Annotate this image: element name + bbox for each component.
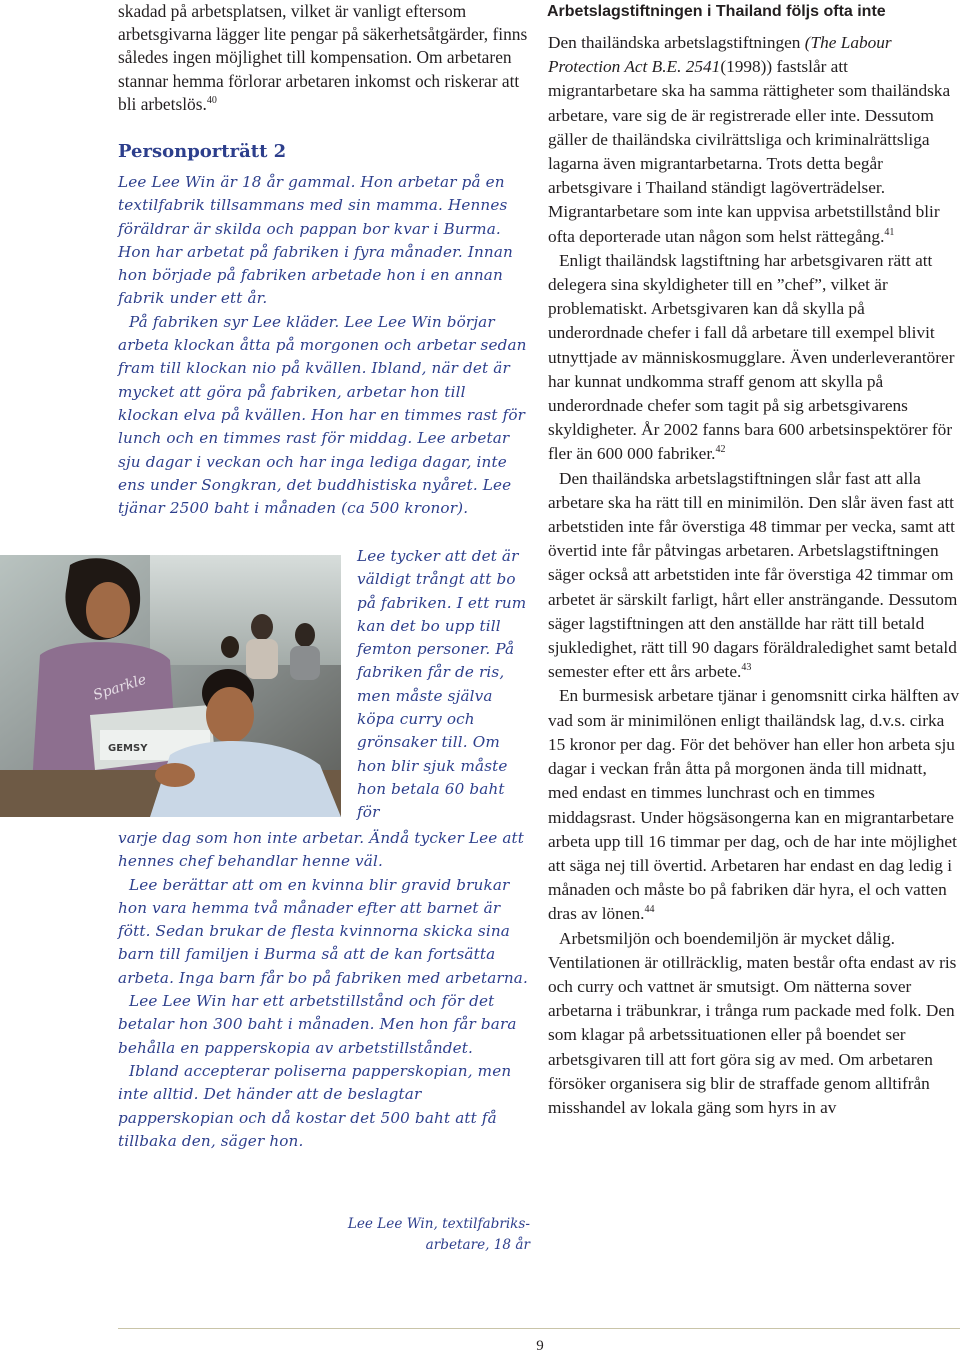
portrait-paragraph: Lee Lee Win är 18 år gammal. Hon arbetar på en textilfabrik tillsammans med sin mamma. Hennes föräldrar är skilda och pappan bor kvar i Burma. Hon har arbetat på fabriken i fyra månader. Innan hon började på fabriken arbetade hon i en annan fabrik under ett år. bbox=[118, 173, 513, 308]
portrait-paragraph: Lee berättar att om en kvinna blir gravid brukar hon vara hemma två månader efter att barnet är fött. Sedan brukar de flesta kvinnorna skicka sina barn till familjen i Burma så att de kan fortsätta arbeta. Inga barn får bo på fabriken med arbetarna. bbox=[118, 875, 528, 987]
portrait-heading: Personporträtt 2 bbox=[118, 141, 287, 162]
footer-divider bbox=[118, 1328, 960, 1329]
portrait-paragraph: Lee Lee Win har ett arbetstillstånd och för det betalar hon 300 baht i månaden. Men hon får bara behålla en papperskopia av arbetstillståndet. bbox=[118, 992, 517, 1057]
machine-brand-text: GEMSY bbox=[108, 743, 148, 754]
section-heading: Arbetslagstiftningen i Thailand följs ofta inte bbox=[547, 3, 886, 20]
text-run: Den thailändska arbetslagstiftningen bbox=[548, 33, 805, 52]
text-run: fastslår att migrantarbetare ska ha samma rättigheter som thailändska arbetare, vare sig de är registrerade eller inte. Dessutom gäller de thailändska civilrättsliga och kriminalrättsliga lagarna även migrantarbetarna. Trots detta begår arbetsgivare i Thailand ständigt lagöverträdelser. Migrantarbetare som inte kan uppvisa arbetstillstånd blir ofta deporterade utan någon som helst rättegång. bbox=[548, 57, 951, 246]
right-column-text bbox=[548, 31, 960, 1120]
body-paragraph bbox=[548, 684, 960, 926]
intro-paragraph bbox=[118, 0, 530, 116]
body-paragraph bbox=[548, 31, 960, 249]
body-paragraph: Arbetsmiljön och boendemiljön är mycket dålig. Ventilationen är otillräcklig, maten består ofta endast av ris och curry och vattnet är smutsigt. Om nätterna sover arbetarna i träbunkrar, i trånga rum packade med folk. Den som klagar på arbetssituationen eller på boendet ser arbetsgivaren till att fort göra sig av med. Om arbetaren försöker organisera sig blir de straffade genom alltifrån misshandel av lokala gäng som hyrs in av bbox=[548, 928, 957, 1117]
body-paragraph bbox=[548, 249, 960, 467]
shirt-print-text: Sparkle bbox=[91, 671, 149, 704]
portrait-paragraph: Lee tycker att det är väldigt trångt att bo på fabriken. I ett rum kan det bo upp till femton personer. På fabriken får de ris, men måste själva köpa curry och grönsaker till. Om hon blir sjuk måste hon betala 60 baht för bbox=[357, 547, 527, 822]
footnote-ref-43: 43 bbox=[741, 662, 752, 674]
law-title: (The Labour Protection Act B.E. 2541 bbox=[548, 33, 892, 77]
footnote-ref-44: 44 bbox=[644, 904, 655, 916]
portrait-text-bottom bbox=[118, 827, 530, 1153]
text-run: Den thailändska arbetslagstiftningen slår fast att alla arbetare ska ha rätt till en minimilön. Den slår även fast att arbetstiden inte får överstiga 48 timmar per vecka, samt att övertid inte får påtvingas arbetaren. Arbetslagstiftningen säger också att arbetstiden inte får överstiga 42 timmar om arbetet är särskilt farligt, hårt eller ansträngande. Dessutom säger lagstiftningen att den anställde har rätt till betald sjukledighet, rätt till 90 dagars föräldraledighet samt betald semester efter ett års arbete. bbox=[548, 468, 958, 682]
left-intro-text bbox=[118, 0, 530, 116]
text-run: Enligt thailändsk lagstiftning har arbetsgivaren rätt att delegera sina skyldigheter till en ”chef”, vilket är problematiskt. Arbetsgivaren kan då skylla på underordnade chefer i fall då arbetare till exempel blivit utnyttjade av människosmugglare. Även underleverantörer har kunnat undkomma straff genom att skylla på underordnade chefer som tagit på sig arbetsgivarens skyldigheter. År 2002 fanns bara 600 arbetsinspektörer för fler än 600 000 fabriker. bbox=[548, 250, 955, 464]
footnote-ref-40: 40 bbox=[206, 95, 217, 107]
intro-paragraph-text: skadad på arbetsplatsen, vilket är vanligt eftersom arbetsgivarna lägger lite pengar på säkerhetsåtgärder, finns således ingen möjlighet till kompensation. Om arbetaren stannar hemma förlorar arbetaren inkomst och riskerar att bli arbetslös. bbox=[118, 1, 528, 114]
photo-textile-workers bbox=[0, 555, 341, 817]
portrait-paragraph: varje dag som hon inte arbetar. Ändå tycker Lee att hennes chef behandlar henne väl. bbox=[118, 829, 525, 871]
text-run: En burmesisk arbetare tjänar i genomsnitt cirka hälften av vad som är minimilönen enligt thailändsk lag, d.v.s. cirka 15 kronor per dag. För det behöver han eller hon arbeta sju dagar i veckan från åtta på morgonen ända till midnatt, med endast en timmes lunchrast och en timmes middagsrast. Under högsäsongerna kan en migrantarbetare arbeta upp till 16 timmar per dag, och de har inte möjlighet att säga nej till övertid. Arbetaren har endast en dag ledig i månaden och måste bo på fabriken där hyra, el och vatten dras av lönen. bbox=[548, 686, 960, 924]
portrait-paragraph: På fabriken syr Lee kläder. Lee Lee Win börjar arbeta klockan åtta på morgonen och arbetar sedan fram till klockan nio på kvällen. Ibland, när det är mycket att göra på fabriken, arbetar hon till klockan elva på kvällen. Hon har en timmes rast för lunch och en timmes rast för middag. Lee arbetar sju dagar i veckan och har inga lediga dagar, inte ens under Songkran, det buddhistiska nyåret. Lee tjänar 2500 baht i månaden (ca 500 kronor). bbox=[118, 312, 527, 518]
page-number: 9 bbox=[536, 1338, 544, 1354]
body-paragraph bbox=[548, 467, 960, 685]
footnote-ref-41: 41 bbox=[884, 226, 895, 238]
portrait-paragraph: Ibland accepterar poliserna papperskopian, men inte alltid. Det händer att de beslagtar papperskopian och då kostar det 500 baht att få tillbaka den, säger hon. bbox=[118, 1061, 512, 1150]
caption-line: arbetare, 18 år bbox=[425, 1237, 530, 1253]
photo-caption bbox=[300, 1214, 530, 1256]
portrait-text-wrap bbox=[357, 545, 532, 825]
law-year: (1998)) bbox=[720, 57, 773, 77]
footnote-ref-42: 42 bbox=[715, 444, 726, 456]
portrait-text-top bbox=[118, 171, 530, 520]
photo-illustration bbox=[0, 555, 341, 817]
caption-line: Lee Lee Win, textilfabriks- bbox=[347, 1216, 530, 1232]
